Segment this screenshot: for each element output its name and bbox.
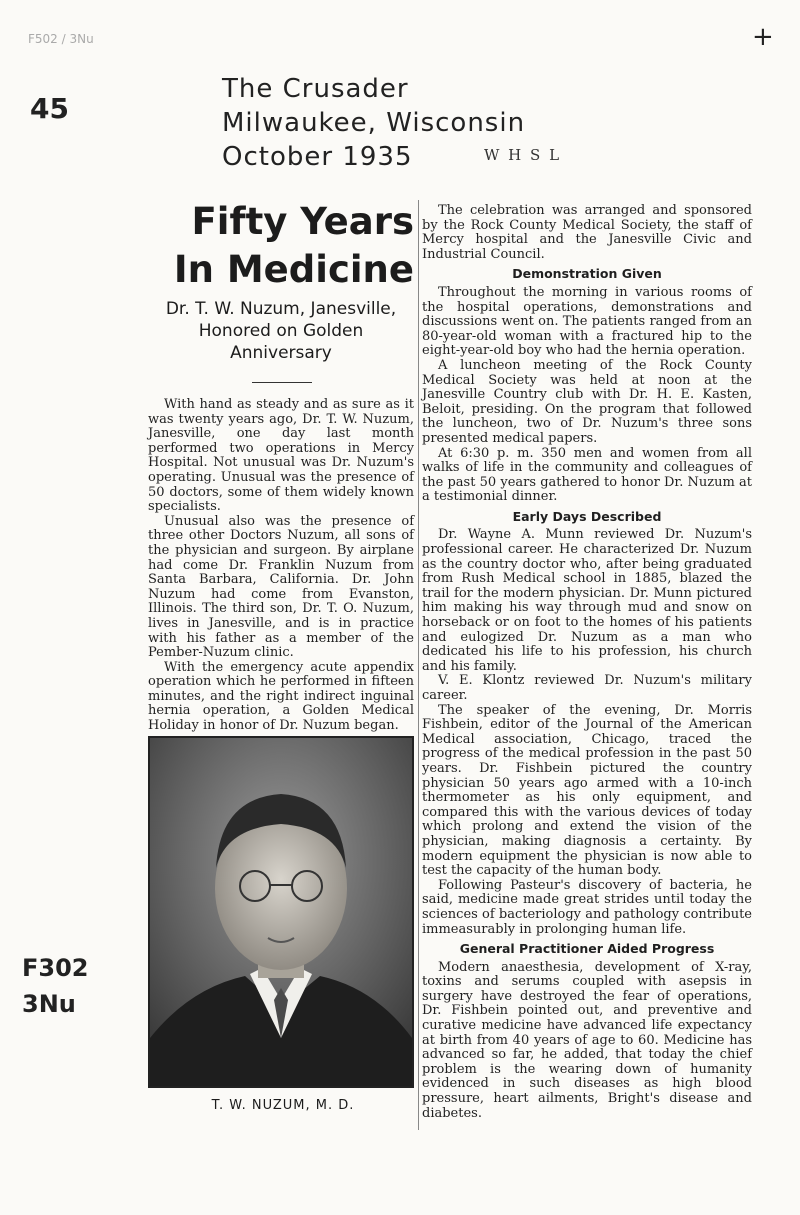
title-divider bbox=[252, 382, 312, 383]
section-heading-general-practitioner: General Practitioner Aided Progress bbox=[459, 941, 715, 957]
publication-annotation bbox=[222, 72, 525, 174]
section1-paragraph: Throughout the morning in various rooms of the hospital operations, demonstrations and discussions went on. The patients ranged from an 80-year-old woman with a fractured hip to the eight-year-old boy who had the hernia operation. bbox=[422, 284, 752, 359]
left-column bbox=[148, 398, 414, 734]
right-intro: The celebration was arranged and sponsored by the Rock County Medical Society, the staff of Mercy hospital and the Janesville Civic and Industrial Council. bbox=[422, 203, 752, 262]
portrait-photo bbox=[148, 736, 414, 1088]
section3-paragraph: Modern anaesthesia, development of X-ray, toxins and serums coupled with asepsis in surgery have destroyed the fear of operations, Dr. Fishbein pointed out, and preventive and curative medicine have advanced life expectancy at birth from 40 years of age to 60. Medicine has advanced so far, he added, that today the chief problem is the wearing down of humanity evidenced in such diseases as high blood pressure, heart ailments, Bright's disease and diabetes. bbox=[422, 959, 752, 1121]
file-code-main: F302 bbox=[22, 954, 89, 982]
section1-paragraph: At 6:30 p. m. 350 men and women from all walks of life in the community and colleagues of the past 50 years gathered to honor Dr. Nuzum at a testimonial dinner. bbox=[422, 445, 752, 505]
section2-paragraph: Following Pasteur's discovery of bacteria, he said, medicine made great strides until today the sciences of bacteriology and pathology contribute immeasurably in prolonging human life. bbox=[422, 877, 752, 937]
section2-paragraph: V. E. Klontz reviewed Dr. Nuzum's military career. bbox=[422, 673, 752, 703]
section2-paragraph: Dr. Wayne A. Munn reviewed Dr. Nuzum's professional career. He characterized Dr. Nuzum as the country doctor who, after being graduated from Rush Medical school in 1885, blazed the trail for the modern physician. Dr. Munn pictured him making his way through mud and snow on horseback or on foot to the homes of his patients and eulogized Dr. Nuzum as a man who dedicated his life to his profession, his church and his family. bbox=[422, 527, 752, 674]
photo-caption: T. W. NUZUM, M. D. bbox=[211, 1098, 355, 1113]
left-paragraph: With the emergency acute appendix operation which he performed in fifteen minutes, and the right indirect inguinal hernia operation, a Golden Medical Holiday in honor of Dr. Nuzum began. bbox=[148, 659, 414, 734]
publication-name: The Crusader bbox=[222, 74, 409, 104]
section-heading-early-days: Early Days Described bbox=[512, 508, 662, 524]
publication-date: October 1935 bbox=[222, 142, 413, 172]
portrait-image bbox=[150, 738, 412, 1086]
left-paragraph: With hand as steady and as sure as it was twenty years ago, Dr. T. W. Nuzum, Janesville, one day last month performed two operations in Mercy Hospital. Not unusual was Dr. Nuzum's operating. Unusual was the presence of 50 doctors, some of them widely known specialists. bbox=[148, 397, 414, 515]
section2-paragraph: The speaker of the evening, Dr. Morris Fishbein, editor of the Journal of the American Medical association, Chicago, traced the progress of the medical profession in the past 50 years. Dr. Fishbein pictured the country physician 50 years ago armed with a 10-inch thermometer as his only equipment, and compared this with the various devices of today which prolong and extend the vision of the physician, making diagnosis a certainty. By modern equipment the physician is now able to test the capacity of the human body. bbox=[422, 702, 752, 879]
article-subtitle: Dr. T. W. Nuzum, Janesville, Honored on Golden Anniversary bbox=[165, 299, 397, 363]
column-divider bbox=[418, 200, 419, 1130]
section-heading-demonstration: Demonstration Given bbox=[512, 266, 662, 282]
article-title bbox=[148, 198, 414, 294]
left-paragraph: Unusual also was the presence of three other Doctors Nuzum, all sons of the physician and surgeon. By airplane had come Dr. Franklin Nuzum from Santa Barbara, California. Dr. John Nuzum had come from Evanston, Illinois. The third son, Dr. T. O. Nuzum, lives in Janesville, and is in practice with his father as a member of the Pember-Nuzum clinic. bbox=[148, 513, 414, 661]
title-line-2: In Medicine bbox=[173, 248, 414, 291]
section1-paragraph: A luncheon meeting of the Rock County Medical Society was held at noon at the Janesville Country club with Dr. H. E. Kasten, Beloit, presiding. On the program that followed the luncheon, two of Dr. Nuzum's three sons presented medical papers. bbox=[422, 357, 752, 446]
file-code bbox=[22, 950, 89, 1022]
publication-place: Milwaukee, Wisconsin bbox=[222, 108, 526, 138]
library-stamp: W H S L bbox=[484, 146, 562, 164]
page-number-handwritten: 45 bbox=[30, 92, 69, 125]
corner-marks: F502 / 3Nu bbox=[28, 32, 94, 46]
right-column bbox=[422, 204, 752, 1121]
file-code-sub: 3Nu bbox=[22, 990, 76, 1018]
plus-mark: + bbox=[752, 22, 774, 52]
title-line-1: Fifty Years bbox=[191, 200, 414, 243]
